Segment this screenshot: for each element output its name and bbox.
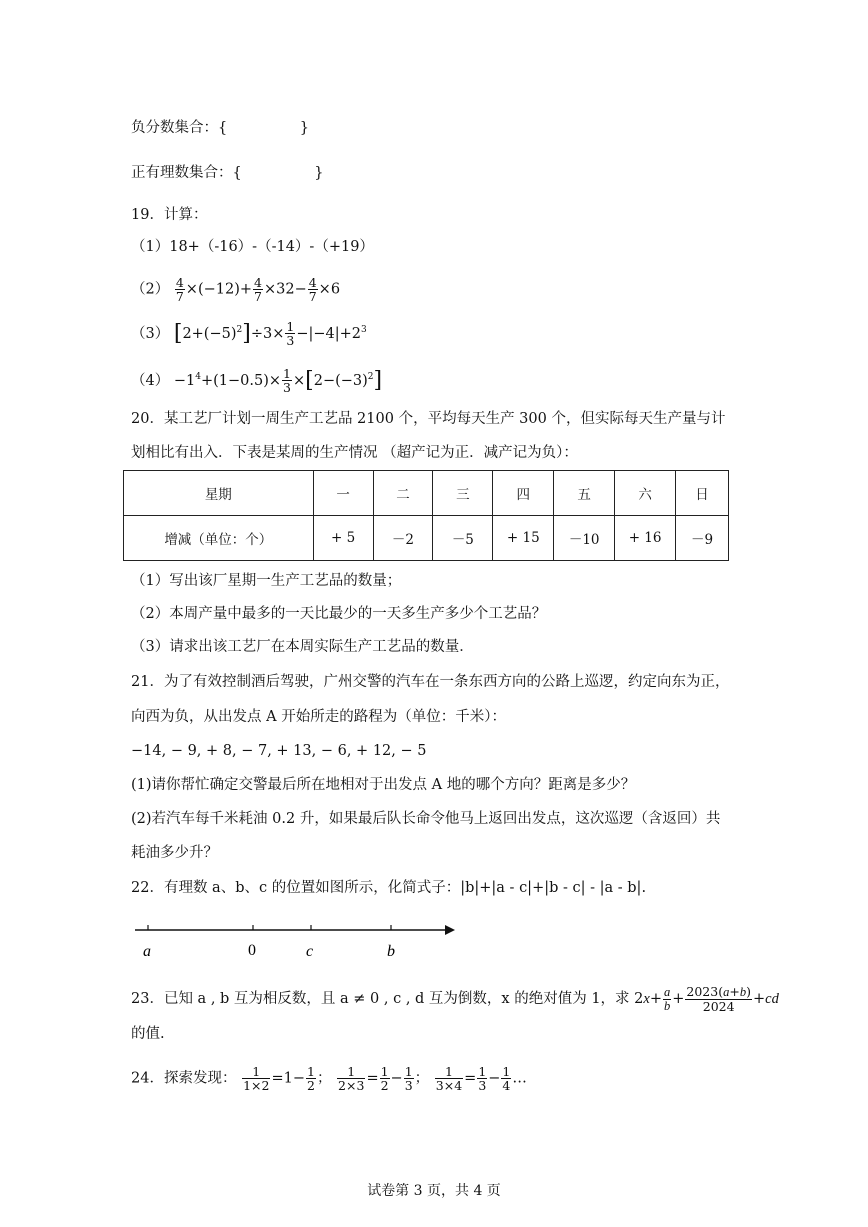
q21-part2b: 耗油多少升？ <box>131 845 218 861</box>
table-cell: 二 <box>373 471 433 516</box>
table-cell: 增减（单位：个） <box>124 516 314 561</box>
q19-title: 19．计算： <box>131 207 208 223</box>
table-cell: 六 <box>615 471 676 516</box>
label-zero: 0 <box>248 942 256 959</box>
negative-fraction-set: 负分数集合：{ } <box>131 120 309 136</box>
q21-part1: (1)请你帮忙确定交警最后所在地相对于出发点 A 地的哪个方向？距离是多少？ <box>131 777 636 793</box>
q19-part2: （2） $\frac{4}{7}$ ×(−12)+ $\frac{4}{7}$ ×32− $\frac{4}{7}$ ×6 <box>131 275 341 305</box>
table-cell: + 16 <box>615 516 676 561</box>
q22-text: 22．有理数 a、b、c 的位置如图所示，化简式子：|b|+|a - c|+|b - c| - |a - b|. <box>131 880 647 896</box>
q21-line1: 21．为了有效控制酒后驾驶，广州交警的汽车在一条东西方向的公路上巡逻，约定向东为正， <box>131 674 730 690</box>
production-table <box>123 470 729 561</box>
label-c: c <box>306 943 314 960</box>
positive-rational-set: 正有理数集合：{ } <box>131 165 324 181</box>
table-cell: 四 <box>493 471 554 516</box>
q20-line1: 20．某工艺厂计划一周生产工艺品 2100 个，平均每天生产 300 个，但实际每天生产量与计 <box>131 411 726 427</box>
q20-part3: （3）请求出该工艺厂在本周实际生产工艺品的数量． <box>131 639 474 655</box>
q20-part2: （2）本周产量中最多的一天比最少的一天多生产多少个工艺品？ <box>131 606 547 622</box>
q19-part4: $(4) -1^4+(1-0.5)\times$ $\frac{1}{3}$ $\times[2-(-3)^2]$ <box>131 366 383 396</box>
q23-line2: 的值. <box>131 1026 165 1042</box>
table-cell: 星期 <box>124 471 314 516</box>
q21-data: −14, − 9, + 8, − 7, + 13, − 6, + 12, − 5 <box>131 743 427 759</box>
q23-line1: 23．已知 a , b 互为相反数，且 a ≠ 0 , c , d 互为倒数，x 的绝对值为 1，求 2x+ $\frac{a}{b}$ + $\frac{2023(a+b)}{2024}$ +cd <box>131 984 779 1015</box>
table-cell: 一 <box>313 471 373 516</box>
table-cell: + 5 <box>313 516 373 561</box>
label-a: a <box>143 943 151 960</box>
table-cell: －9 <box>676 516 729 561</box>
number-line <box>0 915 868 965</box>
table-cell: －10 <box>554 516 615 561</box>
q20-line2: 划相比有出入．下表是某周的生产情况 （超产记为正．减产记为负）： <box>131 445 578 461</box>
q24-line: 24．探索发现： $\frac{1}{1\times 2}$ =1− $\frac{1}{2}$ ； $\frac{1}{2\times 3}$ = $\frac{1}{2}$ − $\frac{1}{3}$ ； $\frac{1}{3\times 4}$ = $\frac{1}{3}$ − $\frac{1}{4}$ … <box>131 1064 527 1094</box>
q21-part2a: (2)若汽车每千米耗油 0.2 升，如果最后队长命令他马上返回出发点，这次巡逻（含返回）共 <box>131 811 721 827</box>
q20-part1: （1）写出该厂星期一生产工艺品的数量； <box>131 573 402 589</box>
table-row <box>124 516 729 561</box>
page-footer: 试卷第 3 页，共 4 页 <box>367 1183 501 1199</box>
q19-part3: （3） $[2+(-5)^2]\div 3\times$ $\frac{1}{3}$ $-|-4|+2^3$ <box>131 319 367 349</box>
arrow-icon <box>445 925 455 935</box>
table-header-row <box>124 471 729 516</box>
q19-part1: （1）18+（-16）-（-14）-（+19） <box>131 239 374 255</box>
table-cell: 日 <box>676 471 729 516</box>
label-b: b <box>387 943 395 960</box>
table-cell: －5 <box>433 516 493 561</box>
table-cell: －2 <box>373 516 433 561</box>
q21-line2: 向西为负，从出发点 A 开始所走的路程为（单位：千米）： <box>131 709 506 725</box>
table-cell: 五 <box>554 471 615 516</box>
table-cell: 三 <box>433 471 493 516</box>
table-cell: + 15 <box>493 516 554 561</box>
